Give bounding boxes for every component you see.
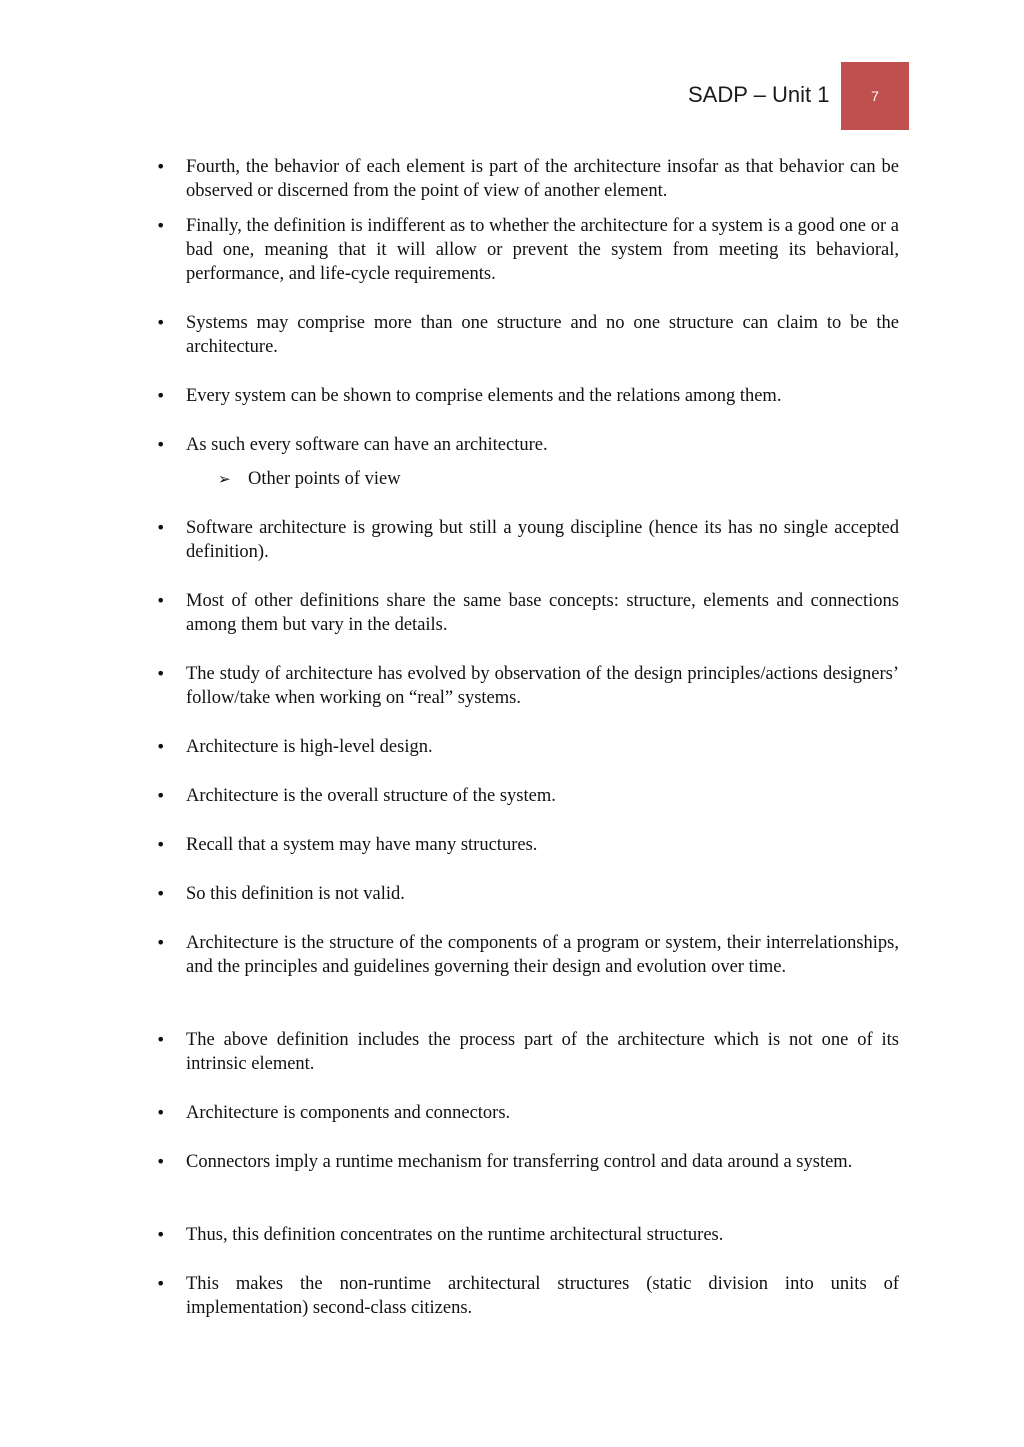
bullet-item: • As such every software can have an architecture. bbox=[186, 433, 899, 457]
page-number-badge: 7 bbox=[841, 62, 909, 130]
bullet-item: • Architecture is high-level design. bbox=[186, 735, 899, 759]
sub-bullet-text: Other points of view bbox=[248, 469, 401, 489]
bullet-item: • The study of architecture has evolved by observation of the design principles/actions designers’ follow/take when working on “real” systems. bbox=[186, 662, 899, 710]
bullet-item: • Software architecture is growing but still a young discipline (hence its has no single accepted definition). bbox=[186, 516, 899, 564]
bullet-item: • So this definition is not valid. bbox=[186, 882, 899, 906]
bullet-item: • Architecture is components and connectors. bbox=[186, 1101, 899, 1125]
bullet-item: • Systems may comprise more than one structure and no one structure can claim to be the architecture. bbox=[186, 311, 899, 359]
bullet-item: • Architecture is the structure of the components of a program or system, their interrelationships, and the principles and guidelines governing their design and evolution over time. bbox=[186, 931, 899, 979]
bullet-item: • This makes the non-runtime architectural structures (static division into units of implementation) second-class citizens. bbox=[186, 1272, 899, 1320]
bullet-item: • Connectors imply a runtime mechanism for transferring control and data around a system. bbox=[186, 1150, 899, 1174]
bullet-item: • Every system can be shown to comprise elements and the relations among them. bbox=[186, 384, 899, 408]
bullet-item: • The above definition includes the process part of the architecture which is not one of its intrinsic element. bbox=[186, 1028, 899, 1076]
bullet-item: • Most of other definitions share the same base concepts: structure, elements and connections among them but vary in the details. bbox=[186, 589, 899, 637]
sub-bullet-item bbox=[218, 467, 888, 491]
bullet-item: • Finally, the definition is indifferent as to whether the architecture for a system is a good one or a bad one, meaning that it will allow or prevent the system from meeting its behavioral, performance, and life-cycle requirements. bbox=[186, 214, 899, 286]
bullet-item: • Recall that a system may have many structures. bbox=[186, 833, 899, 857]
arrow-bullet-icon: ➢ bbox=[218, 470, 231, 488]
header-title: SADP – Unit 1 bbox=[688, 82, 830, 107]
bullet-item: • Architecture is the overall structure of the system. bbox=[186, 784, 899, 808]
bullet-item: • Fourth, the behavior of each element is part of the architecture insofar as that behavior can be observed or discerned from the point of view of another element. bbox=[186, 155, 899, 203]
bullet-item: • Thus, this definition concentrates on the runtime architectural structures. bbox=[186, 1223, 899, 1247]
